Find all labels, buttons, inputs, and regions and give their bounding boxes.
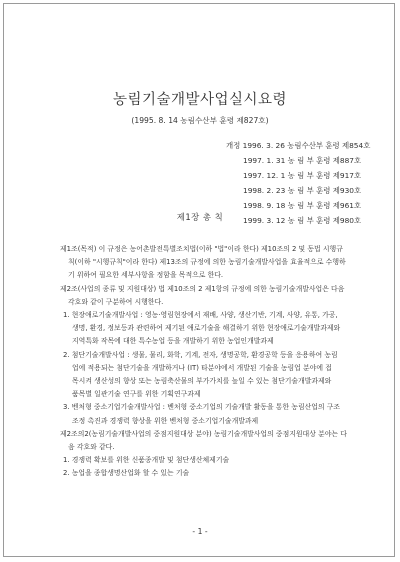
document-title: 농림기술개발사업실시요령 <box>112 92 288 108</box>
revision-line: 1999. 3. 12 농 림 부 훈령 제980호 <box>243 216 362 225</box>
clause-3-line: 3. 벤처형 중소기업기술개발사업 : 벤처형 중소기업의 기술개발 활동을 통한 농림산업의 구조 <box>63 403 341 412</box>
clause-2-line: 목시켜 생산성의 향상 또는 농림축산물의 부가가치를 높일 수 있는 첨단기술개발과제와 <box>72 377 332 386</box>
article-1-line: 제1조(목적) 이 규정은 농어촌발전특별조치법(이하 "법"이라 한다) 제10조의 2 및 동법 시행규 <box>60 245 343 253</box>
article-2-2-line: 제2조의2(농림기술개발사업의 중점지원대상 분야) 농림기술개발사업의 중점지원대상 분야는 다 <box>60 429 347 438</box>
subclause-line: 1. 경쟁력 확보를 위한 신품종개발 및 첨단생산체제기술 <box>63 456 230 465</box>
clause-3-line: 조정 촉진과 경쟁력 향상을 위한 벤처형 중소기업기술개발과제 <box>72 416 259 425</box>
revision-line: 개정 1996. 3. 26 농림수산부 훈령 제854호 <box>226 141 371 150</box>
article-1-line: 기 위하여 필요한 세부사항을 정함을 목적으로 한다. <box>68 271 224 280</box>
clause-1-line: 1. 현장애로기술개발사업 : 영농·영림현장에서 재배, 사양, 생산기반, 기계, 사양, 유통, 가공, <box>63 311 338 320</box>
document-body <box>60 243 360 481</box>
clause-1-line: 지역특화 작목에 대한 특수농업 등을 개발하기 위한 농업인개발과제 <box>72 337 274 346</box>
revision-line: 1998. 2. 23 농 림 부 훈령 제930호 <box>243 186 362 195</box>
article-2-line: 각호와 같이 구분하여 시행한다. <box>68 297 164 306</box>
clause-2-line: 품목별 일관기술 연구를 위한 기획연구과제 <box>72 390 201 399</box>
clause-2-line: 2. 첨단기술개발사업 : 생물, 물리, 화학, 기계, 전자, 생명공학, 환경공학 등을 응용하여 농림 <box>63 350 338 359</box>
revision-line: 1997. 1. 31 농 림 부 훈령 제887호 <box>243 156 362 165</box>
chapter-heading: 제1장 총 칙 <box>176 212 224 222</box>
subclause-line: 2. 농업을 종합생명산업화 할 수 있는 기술 <box>63 469 190 478</box>
page-number: - 1 - <box>192 527 208 536</box>
revision-line: 1997. 12. 1 농 림 부 훈령 제917호 <box>243 171 362 180</box>
document-subtitle: (1995. 8. 14 농림수산부 훈령 제827호) <box>131 116 269 125</box>
clause-1-line: 생명, 환경, 정보등과 관련하여 제기된 애로기술을 해결하기 위한 현장애로기술개발과제와 <box>72 324 341 333</box>
article-1-line: 칙(이하 "시행규칙"이라 한다) 제13조의 규정에 의한 농림기술개발사업을 효율적으로 수행하 <box>68 258 346 267</box>
revision-line: 1998. 9. 18 농 림 부 훈령 제961호 <box>243 201 362 210</box>
article-2-2-line: 음 각호와 같다. <box>68 443 115 452</box>
article-2-line: 제2조(사업의 종류 및 지원대상) 법 제10조의 2 제1항의 규정에 의한 농림기술개발사업은 다음 <box>60 284 345 293</box>
clause-2-line: 업에 적용되는 첨단기술을 개발하거나 (IT) 타분야에서 개발된 기술을 농림업 분야에 접 <box>72 363 332 372</box>
